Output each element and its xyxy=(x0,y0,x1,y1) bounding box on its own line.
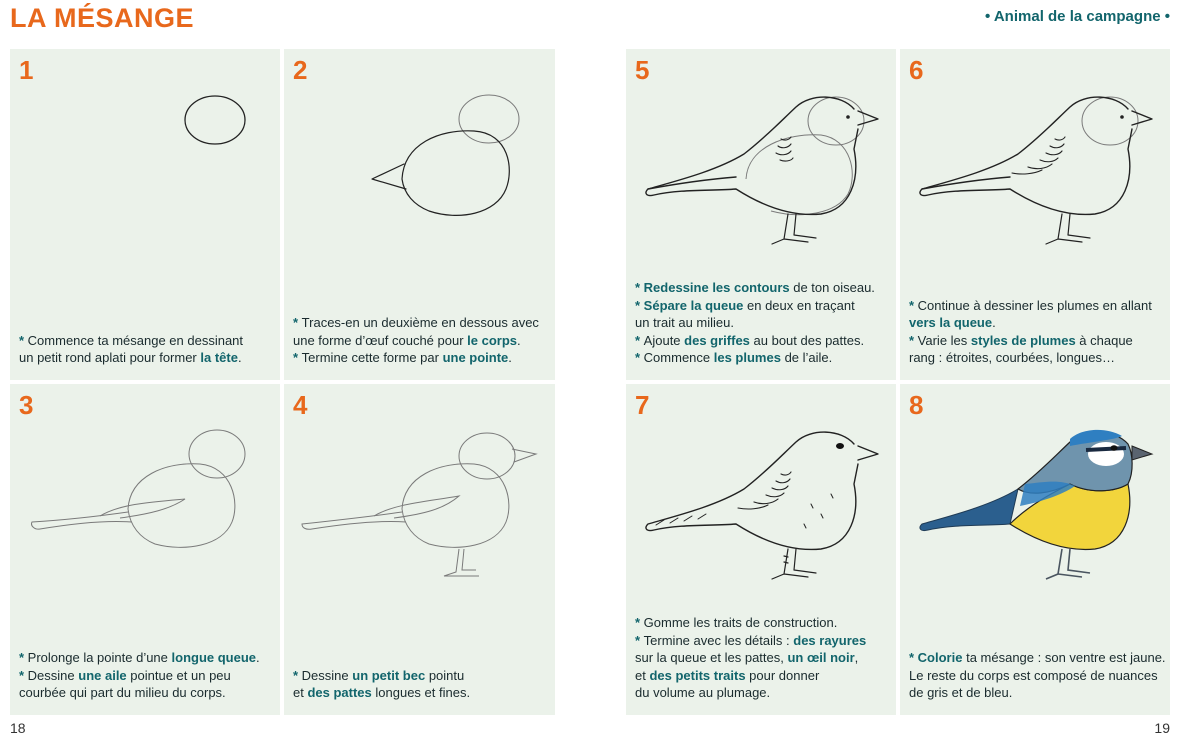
step-caption: * Prolonge la pointe d’une longue queue. * Dessine une aile pointue et un peu courbée qui part du milieu du corps. xyxy=(19,650,260,701)
step-caption: * Traces-en un deuxième en dessous avec une forme d’œuf couché pour le corps. * Termine cette forme par une pointe. xyxy=(293,315,539,366)
step-panel-8 xyxy=(900,384,1170,715)
page-title: LA MÉSANGE xyxy=(10,3,195,33)
step-panel-2 xyxy=(284,49,555,380)
step-number: 5 xyxy=(635,55,650,85)
step-number: 1 xyxy=(19,55,34,85)
step-number: 8 xyxy=(909,390,924,420)
step-caption: * Commence ta mésange en dessinant un petit rond aplati pour former la tête. xyxy=(19,332,244,366)
step-panel-4 xyxy=(284,384,555,715)
step-panel-3 xyxy=(10,384,280,715)
step-number: 4 xyxy=(293,390,308,420)
step-caption: * Continue à dessiner les plumes en allant vers la queue. * Varie les styles de plumes à chaque rang : étroites, courbées, longues… xyxy=(909,297,1152,366)
step-panel-7 xyxy=(626,384,896,715)
step-caption: * Colorie ta mésange : son ventre est jaune. Le reste du corps est composé de nuances de gris et de bleu. xyxy=(909,650,1166,701)
step-number: 7 xyxy=(635,390,650,420)
step-number: 6 xyxy=(909,55,924,85)
step-caption: * Gomme les traits de construction. * Termine avec les détails : des rayures sur la queue et les pattes, un œil noir, et des petits traits pour donner du volume au plumage. xyxy=(635,615,867,701)
page-subtitle: • Animal de la campagne • xyxy=(984,8,1170,25)
step-4-drawing xyxy=(284,384,555,715)
page-number-right: 19 xyxy=(1154,720,1170,736)
page-number-left: 18 xyxy=(10,720,26,736)
step-caption: * Dessine un petit bec pointu et des pattes longues et fines. xyxy=(293,667,471,701)
step-panel-6 xyxy=(900,49,1170,380)
step-panel-1 xyxy=(10,49,280,380)
step-number: 2 xyxy=(293,55,308,85)
step-number: 3 xyxy=(19,390,34,420)
step-panel-5 xyxy=(626,49,896,380)
step-1-drawing xyxy=(10,49,280,380)
step-caption: * Redessine les contours de ton oiseau. * Sépare la queue en deux en traçant un trait au milieu. * Ajoute des griffes au bout des pattes. * Commence les plumes de l’aile. xyxy=(635,280,875,366)
